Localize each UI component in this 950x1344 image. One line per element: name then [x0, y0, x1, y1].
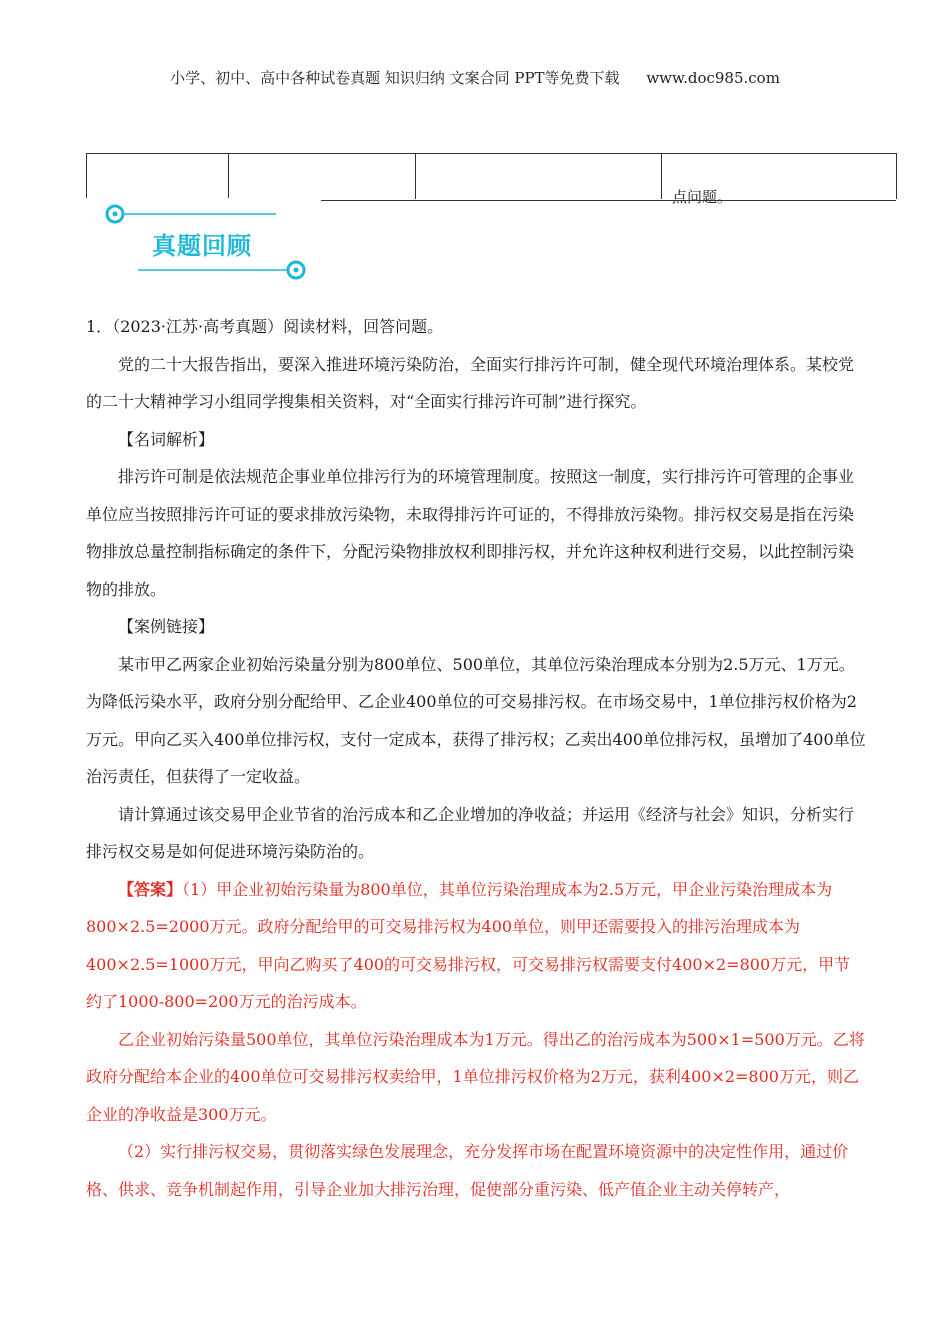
case-text: 某市甲乙两家企业初始污染量分别为800单位、500单位，其单位污染治理成本分别为2.5万元、1万元。为降低污染水平，政府分别分配给甲、乙企业400单位的可交易排污权。在市场交易中，1单位排污权价格为2万元。甲向乙买入400单位排污权，支付一定成本，获得了排污权；乙卖出400单位排污权，虽增加了400单位治污责任，但获得了一定收益。 [86, 654, 866, 786]
answer-part1-a [86, 871, 866, 1021]
question-source-line [86, 308, 866, 346]
question-source: （2023·江苏·高考真题）阅读材料，回答问题。 [112, 317, 444, 336]
header-url[interactable]: www.doc985.com [646, 69, 780, 87]
term-text: 排污许可制是依法规范企事业单位排污行为的环境管理制度。按照这一制度，实行排污许可管理的企事业单位应当按照排污许可证的要求排放污染物，未取得排污许可证的，不得排放污染物。排污权交易是指在污染物排放总量控制指标确定的条件下，分配污染物排放权利即排污权，并允许这种权利进行交易，以此控制污染物的排放。 [86, 467, 855, 599]
question-content [86, 308, 866, 1208]
page-header [0, 67, 950, 88]
answer-label: 【答案】 [118, 879, 183, 899]
term-heading: 【名词解析】 [118, 429, 215, 449]
question-number: 1． [86, 317, 113, 336]
section-logo [100, 202, 320, 292]
answer-part1-b: 乙企业初始污染量500单位，其单位污染治理成本为1万元。得出乙的治污成本为500×1=500万元。乙将政府分配给本企业的400单位可交易排污权卖给甲，1单位排污权价格为2万元，获利400×2=800万元，则乙企业的净收益是300万元。 [86, 1029, 865, 1124]
table-cell-text: 点问题。 [672, 188, 733, 206]
case-heading: 【案例链接】 [118, 617, 215, 636]
question-prompt: 请计算通过该交易甲企业节省的治污成本和乙企业增加的净收益；并运用《经济与社会》知识，分析实行排污权交易是如何促进环境污染防治的。 [86, 804, 855, 861]
section-logo-title: 真题回顾 [152, 232, 252, 260]
header-text: 小学、初中、高中各种试卷真题 知识归纳 文案合同 PPT等免费下载 [170, 69, 620, 87]
question-intro: 党的二十大报告指出，要深入推进环境污染防治，全面实行排污许可制，健全现代环境治理体系。某校党的二十大精神学习小组同学搜集相关资料，对“全面实行排污许可制”进行探究。 [86, 354, 855, 411]
answer-part1-a-text: （1）甲企业初始污染量为800单位，其单位污染治理成本为2.5万元，甲企业污染治理成本为800×2.5=2000万元。政府分配给甲的可交易排污权为400单位，则甲还需要投入的排污治理成本为400×2.5=1000万元，甲向乙购买了400的可交易排污权，可交易排污权需要支付400×2=800万元，甲节约了1000-800=200万元的治污成本。 [86, 879, 851, 1011]
answer-part2: （2）实行排污权交易，贯彻落实绿色发展理念，充分发挥市场在配置环境资源中的决定性作用，通过价格、供求、竞争机制起作用，引导企业加大排污治理，促使部分重污染、低产值企业主动关停转产， [86, 1142, 849, 1199]
